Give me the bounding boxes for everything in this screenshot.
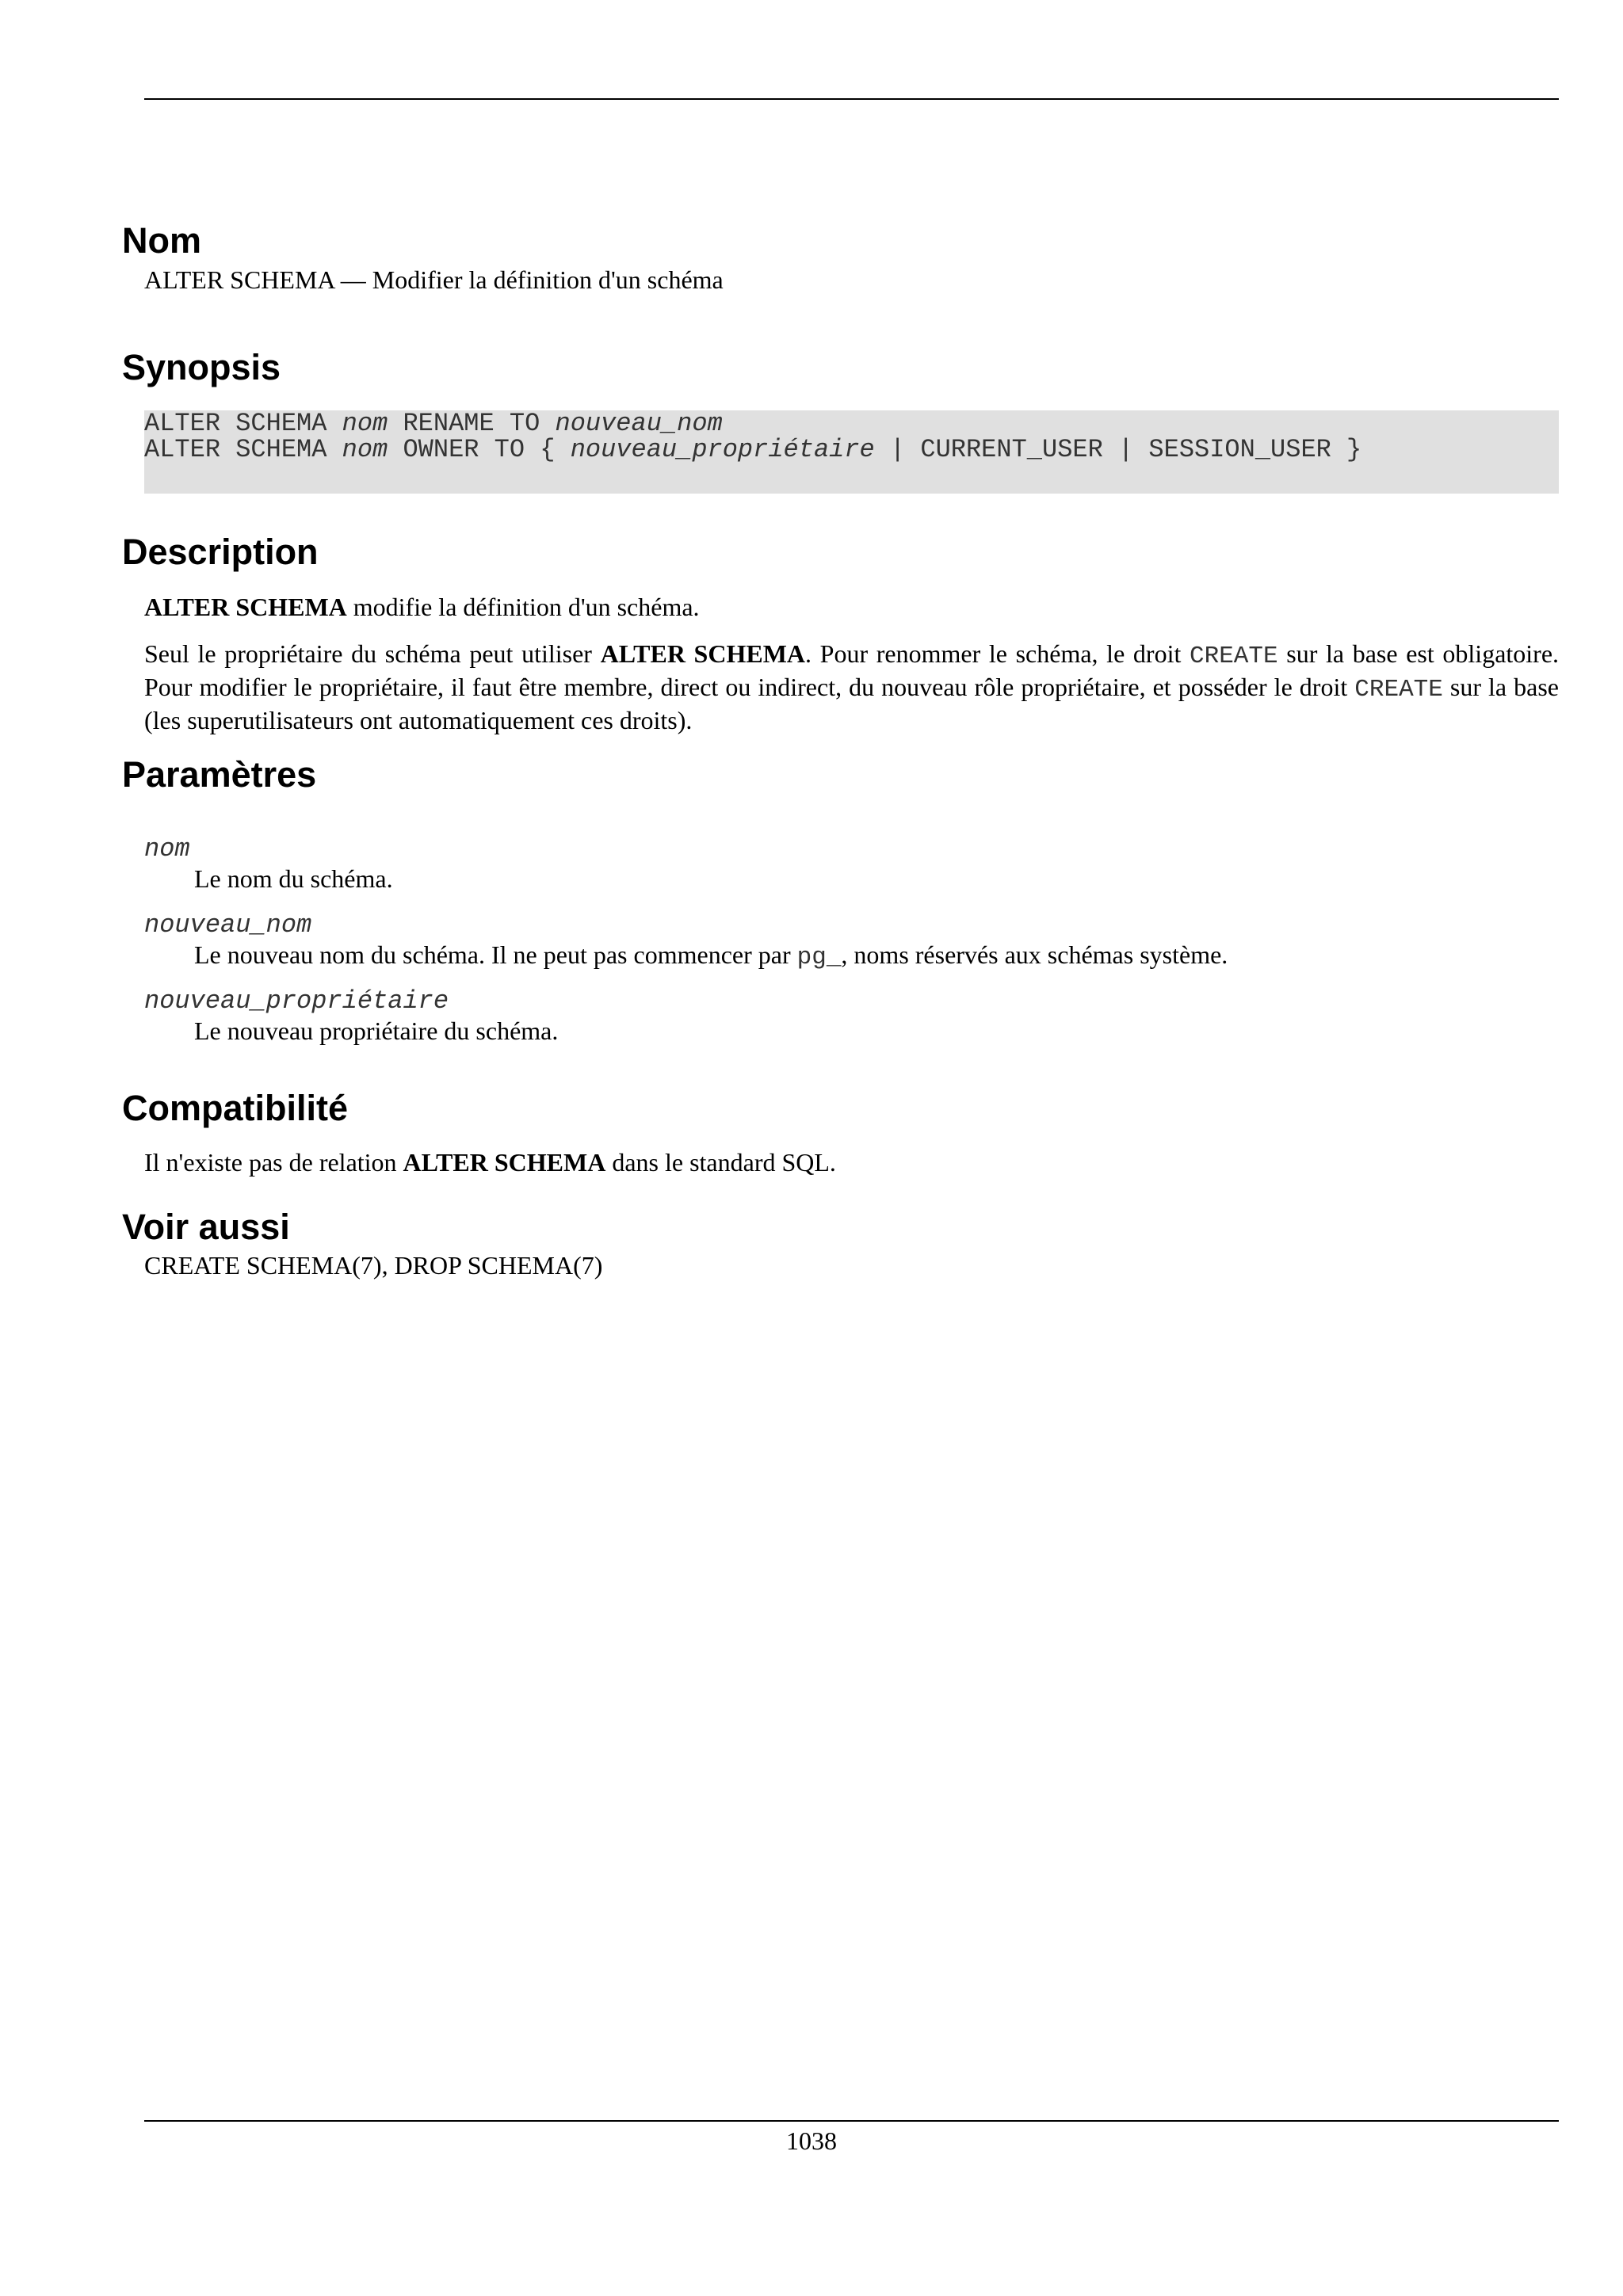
param-term-nouveau-proprietaire: nouveau_propriétaire bbox=[144, 986, 449, 1016]
command-name: ALTER SCHEMA bbox=[144, 593, 347, 621]
header-rule bbox=[144, 98, 1559, 100]
param-term-nouveau-nom: nouveau_nom bbox=[144, 910, 312, 940]
inline-code: CREATE bbox=[1354, 676, 1443, 704]
command-name: ALTER SCHEMA bbox=[403, 1148, 606, 1177]
paragraph-text: modifie la définition d'un schéma. bbox=[346, 593, 700, 621]
paragraph-text: dans le standard SQL. bbox=[605, 1148, 836, 1177]
paragraph-text: Le nouveau nom du schéma. Il ne peut pas commencer par bbox=[194, 940, 797, 969]
paragraph-text: Seul le propriétaire du schéma peut utiliser bbox=[144, 639, 601, 668]
nom-text: ALTER SCHEMA — Modifier la définition d'un schéma bbox=[144, 265, 724, 294]
description-paragraph-1 bbox=[144, 592, 1559, 623]
code-text: | CURRENT_USER | SESSION_USER } bbox=[874, 435, 1362, 464]
paragraph-text: sur la base (les superutilisateurs ont automatiquement ces droits). bbox=[144, 673, 1560, 734]
synopsis-code-block bbox=[144, 410, 1559, 494]
paragraph-text: , noms réservés aux schémas système. bbox=[841, 940, 1228, 969]
code-placeholder: nouveau_propriétaire bbox=[570, 435, 875, 464]
paragraph-text: . Pour renommer le schéma, le droit bbox=[805, 639, 1190, 668]
section-heading-nom: Nom bbox=[122, 220, 201, 261]
code-placeholder: nom bbox=[342, 435, 388, 464]
synopsis-line-2 bbox=[144, 437, 1361, 463]
param-def-nouveau-nom bbox=[194, 940, 1228, 973]
code-text: RENAME TO bbox=[388, 409, 556, 438]
section-heading-voir-aussi: Voir aussi bbox=[122, 1207, 290, 1247]
code-text: OWNER TO { bbox=[388, 435, 571, 464]
voir-aussi-text: CREATE SCHEMA(7), DROP SCHEMA(7) bbox=[144, 1251, 603, 1280]
section-heading-description: Description bbox=[122, 532, 319, 572]
param-def-nouveau-proprietaire: Le nouveau propriétaire du schéma. bbox=[194, 1016, 559, 1045]
synopsis-line-1 bbox=[144, 410, 723, 437]
section-heading-parametres: Paramètres bbox=[122, 754, 317, 795]
inline-code: pg_ bbox=[796, 944, 842, 971]
description-paragraph-2 bbox=[144, 639, 1559, 736]
code-placeholder: nom bbox=[342, 409, 388, 438]
param-def-nom: Le nom du schéma. bbox=[194, 864, 393, 893]
code-text: ALTER SCHEMA bbox=[144, 409, 342, 438]
code-text: ALTER SCHEMA bbox=[144, 435, 342, 464]
compatibilite-text bbox=[144, 1147, 1559, 1178]
page-number: 1038 bbox=[786, 2126, 837, 2155]
command-name: ALTER SCHEMA bbox=[600, 639, 806, 668]
section-heading-synopsis: Synopsis bbox=[122, 347, 281, 387]
inline-code: CREATE bbox=[1190, 643, 1278, 670]
paragraph-text: sur la base est obligatoire. Pour modifier le propriétaire, il faut être membre, direct ou indirect, du nouveau rôle propriétaire, et posséder le droit bbox=[144, 639, 1560, 701]
paragraph-text: Il n'existe pas de relation bbox=[144, 1148, 403, 1177]
code-placeholder: nouveau_nom bbox=[555, 409, 723, 438]
footer-rule bbox=[144, 2120, 1559, 2122]
param-term-nom: nom bbox=[144, 834, 190, 864]
section-heading-compatibilite: Compatibilité bbox=[122, 1088, 349, 1128]
